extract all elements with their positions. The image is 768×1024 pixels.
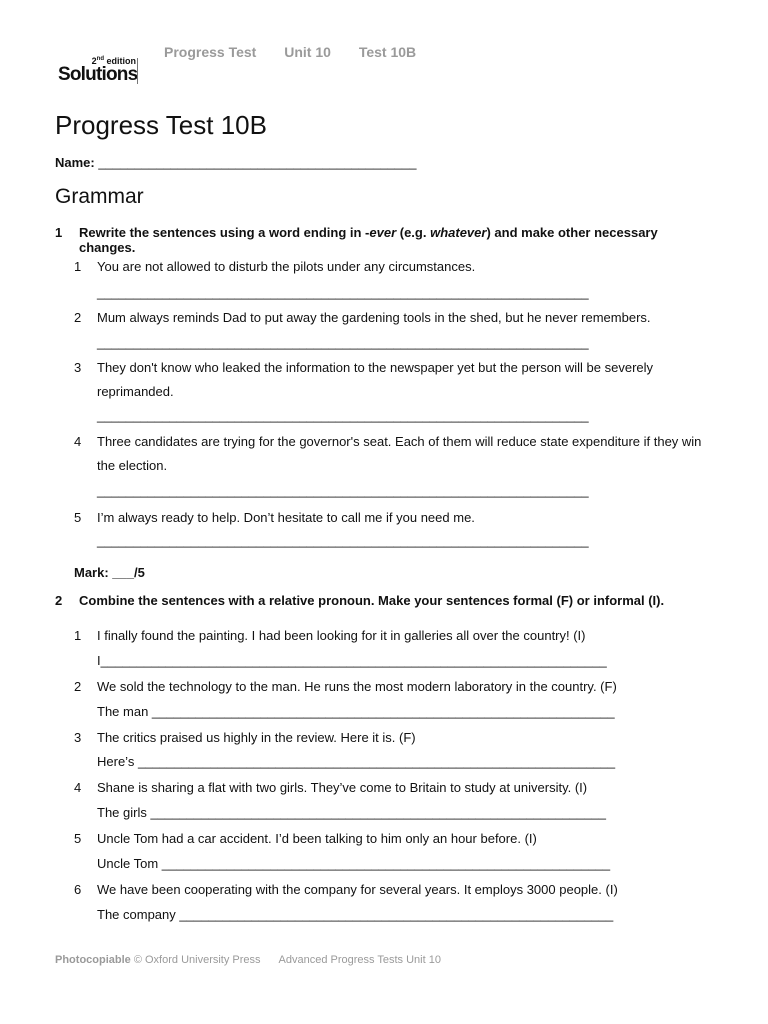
logo-divider: [137, 58, 138, 84]
mark-score: Mark: ___/5: [74, 565, 145, 580]
section-title: Grammar: [55, 185, 144, 208]
question-2-text: Combine the sentences with a relative pronoun. Make your sentences formal (F) or informal (I).: [79, 593, 665, 608]
header-unit-label: Unit 10: [284, 44, 331, 60]
name-label: Name:: [55, 155, 95, 170]
solutions-logo: [58, 56, 140, 86]
header-test-id: Test 10B: [358, 44, 417, 60]
footer-publisher: © Oxford University Press: [130, 954, 261, 966]
q2-answer-line-2[interactable]: The man ________________________________________________________________: [97, 704, 615, 719]
q1-answer-line-3[interactable]: ____________________________________________________________________: [97, 408, 589, 423]
page-footer: [55, 954, 441, 966]
page-title: Progress Test 10B: [55, 110, 267, 140]
header-test-label: Progress Test: [164, 44, 257, 60]
question-1-text: Rewrite the sentences using a word ending in -ever (e.g. whatever) and make other necessary changes.: [79, 225, 658, 255]
logo-wordmark: Solutions: [58, 64, 138, 85]
q2-answer-line-4[interactable]: The girls _______________________________________________________________: [97, 805, 606, 820]
footer-photocopiable: Photocopiable: [55, 954, 131, 966]
footer-course: Advanced Progress Tests Unit 10: [278, 954, 441, 966]
logo-edition: 2nd edition: [91, 56, 136, 66]
q2-answer-line-1[interactable]: I______________________________________________________________________: [97, 653, 607, 668]
question-number: 1: [55, 225, 63, 240]
q1-answer-line-1[interactable]: ____________________________________________________________________: [97, 285, 589, 300]
q2-answer-line-5[interactable]: Uncle Tom ______________________________________________________________: [97, 856, 611, 871]
question-number: 2: [55, 593, 63, 608]
q2-answer-line-6[interactable]: The company ____________________________________________________________: [97, 907, 614, 922]
q1-answer-line-5[interactable]: ____________________________________________________________________: [97, 533, 589, 548]
name-field: [55, 155, 417, 170]
q2-answer-line-3[interactable]: Here’s __________________________________________________________________: [97, 754, 616, 769]
q1-answer-line-4[interactable]: ____________________________________________________________________: [97, 483, 589, 498]
page-header: [164, 44, 440, 60]
q1-answer-line-2[interactable]: ____________________________________________________________________: [97, 335, 589, 350]
name-line: ____________________________________________: [98, 155, 417, 170]
